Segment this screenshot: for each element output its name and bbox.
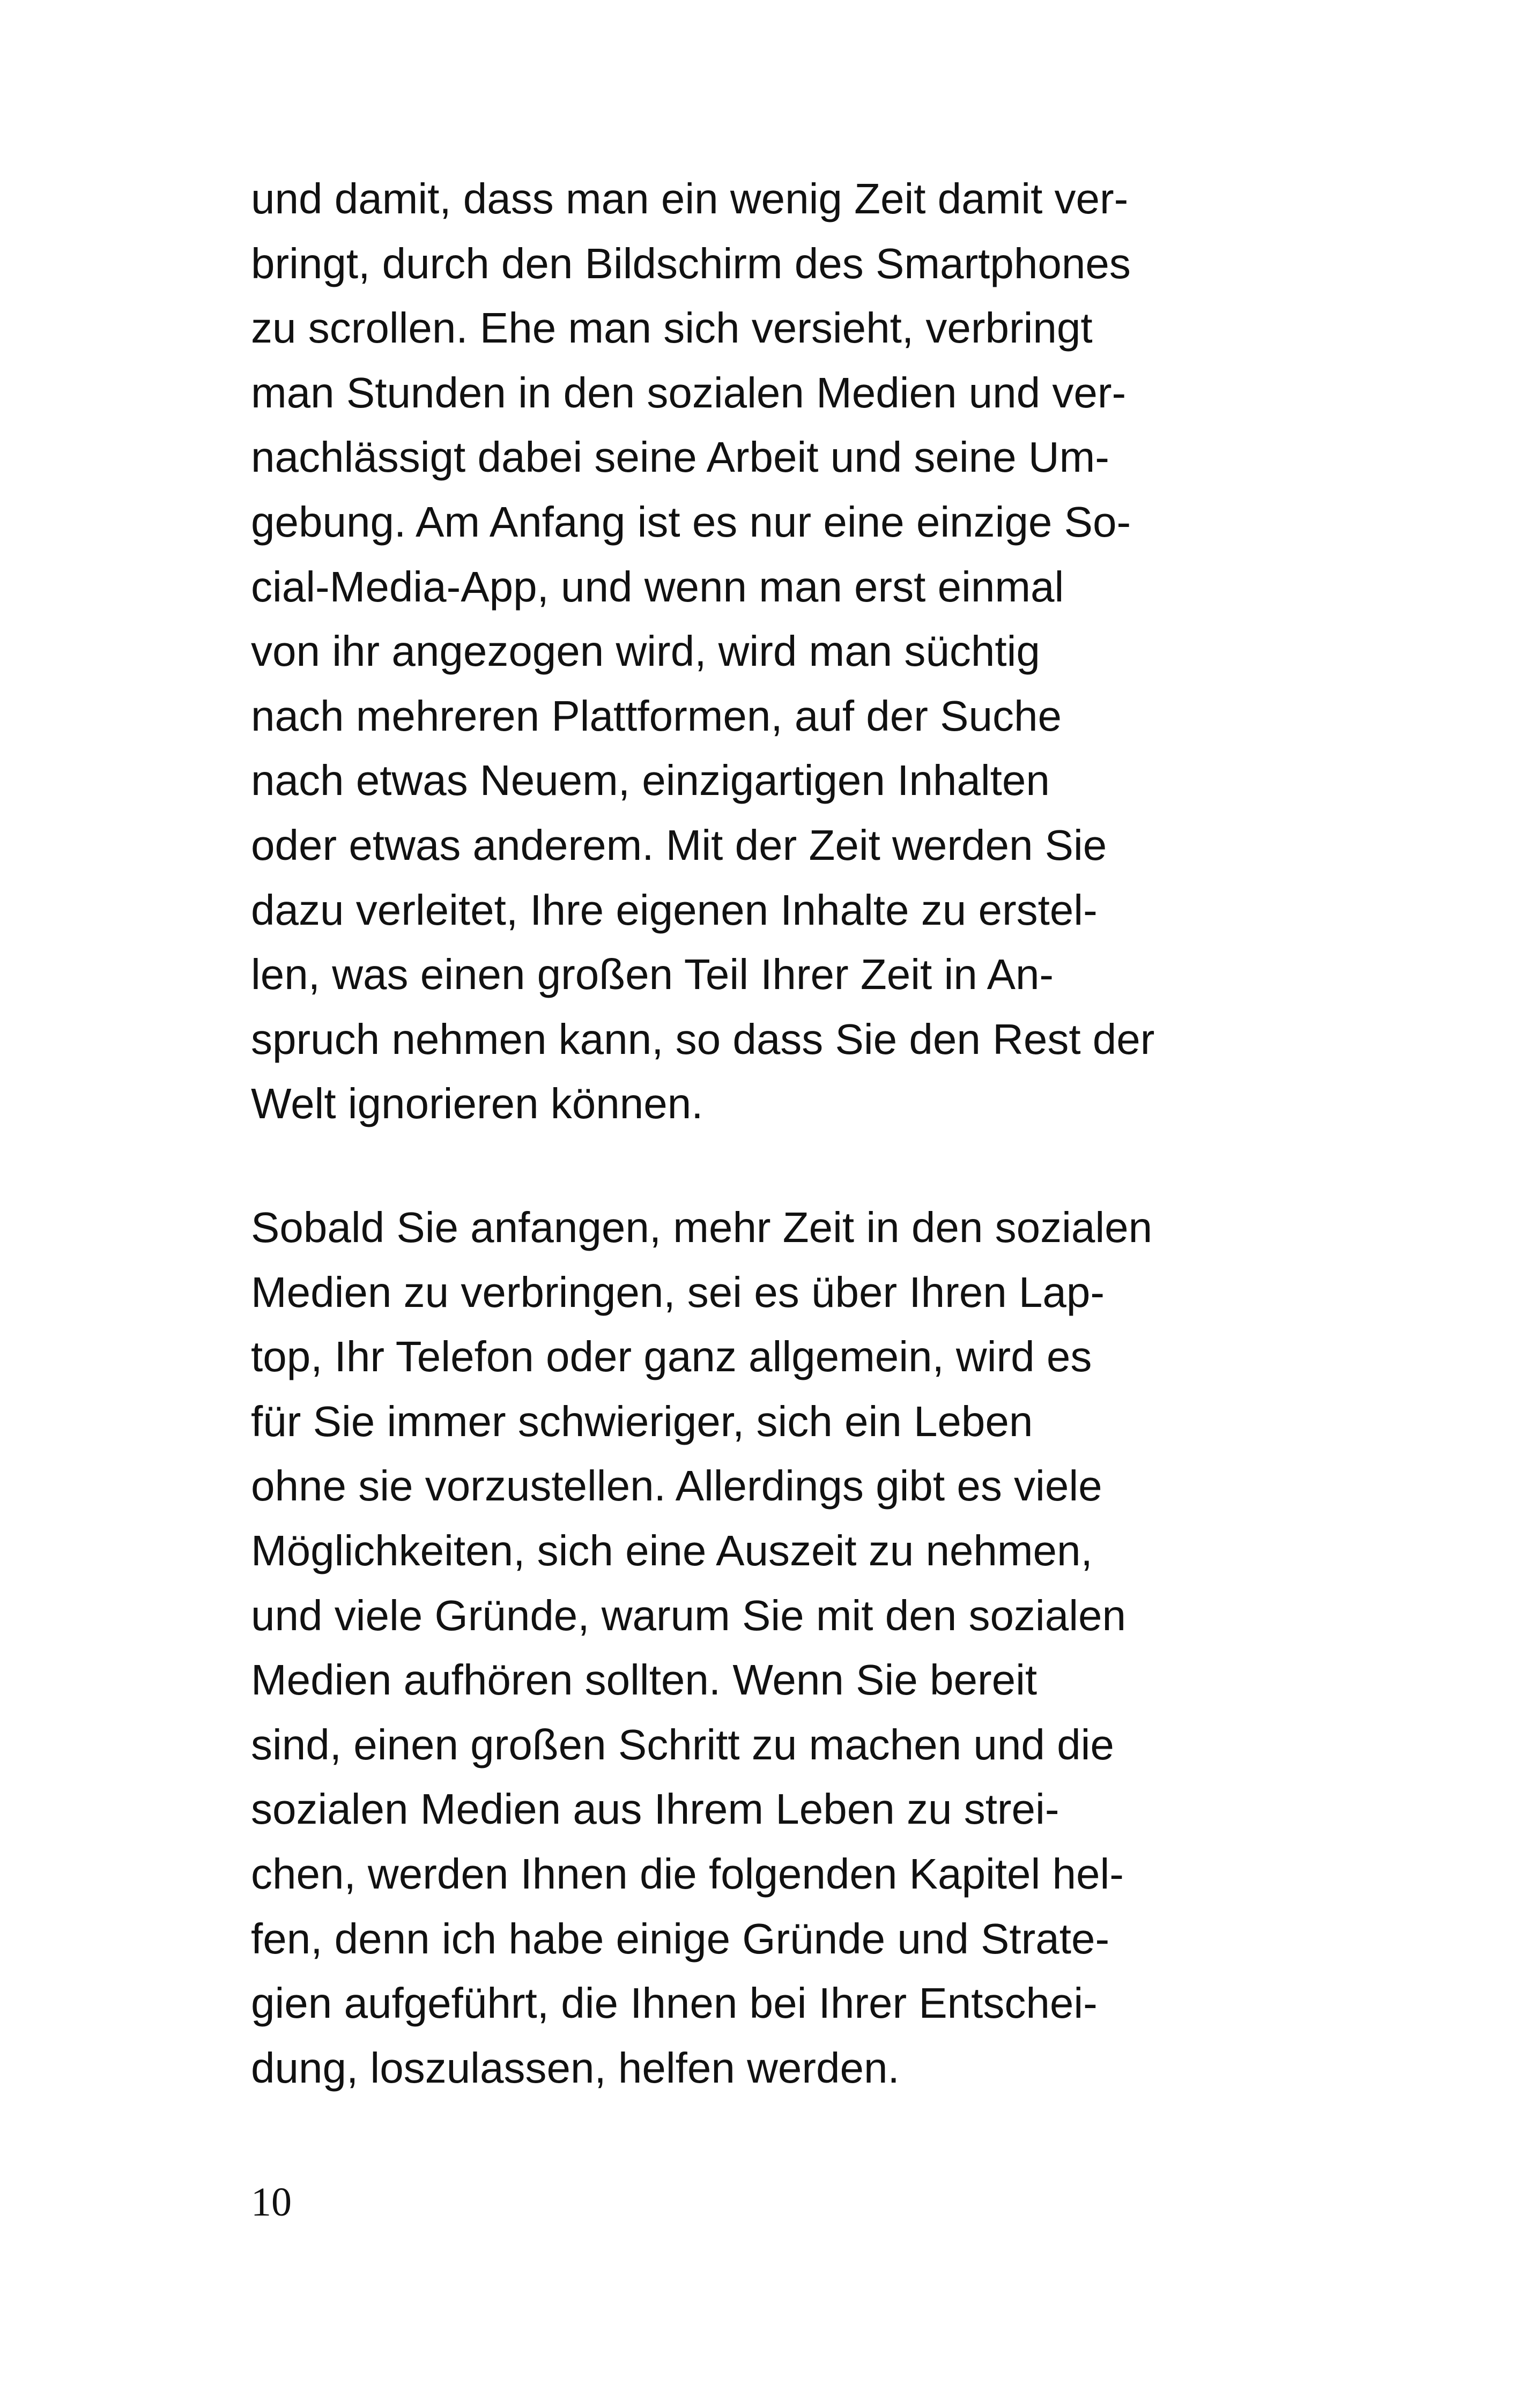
- text-line: man Stunden in den sozialen Medien und ver-: [251, 368, 1127, 417]
- text-line: Möglichkeiten, sich eine Auszeit zu nehmen,: [251, 1526, 1093, 1574]
- text-line: Medien zu verbringen, sei es über Ihren Lap-: [251, 1268, 1105, 1316]
- text-line: ohne sie vorzustellen. Allerdings gibt es viele: [251, 1462, 1102, 1510]
- paragraph-2: [251, 1195, 1302, 2100]
- text-line: spruch nehmen kann, so dass Sie den Rest der: [251, 1015, 1155, 1063]
- text-line: Welt ignorieren können.: [251, 1080, 703, 1128]
- text-line: bringt, durch den Bildschirm des Smartphones: [251, 239, 1131, 287]
- text-line: cial-Media-App, und wenn man erst einmal: [251, 562, 1064, 611]
- text-line: dazu verleitet, Ihre eigenen Inhalte zu erstel-: [251, 886, 1098, 934]
- text-line: fen, denn ich habe einige Gründe und Strate-: [251, 1914, 1110, 1963]
- text-line: sind, einen großen Schritt zu machen und die: [251, 1720, 1114, 1768]
- text-line: Medien aufhören sollten. Wenn Sie bereit: [251, 1656, 1038, 1704]
- text-line: Sobald Sie anfangen, mehr Zeit in den sozialen: [251, 1203, 1153, 1251]
- text-line: zu scrollen. Ehe man sich versieht, verbringt: [251, 304, 1093, 352]
- text-line: nachlässigt dabei seine Arbeit und seine Um-: [251, 433, 1109, 481]
- text-line: gebung. Am Anfang ist es nur eine einzige So-: [251, 497, 1131, 546]
- text-line: für Sie immer schwieriger, sich ein Leben: [251, 1397, 1033, 1445]
- text-line: und viele Gründe, warum Sie mit den sozialen: [251, 1591, 1126, 1639]
- page-number: 10: [251, 2180, 292, 2225]
- text-line: len, was einen großen Teil Ihrer Zeit in An-: [251, 950, 1054, 999]
- text-line: sozialen Medien aus Ihrem Leben zu strei-: [251, 1785, 1059, 1833]
- text-line: gien aufgeführt, die Ihnen bei Ihrer Entschei-: [251, 1979, 1098, 2027]
- text-line: dung, loszulassen, helfen werden.: [251, 2043, 900, 2092]
- paragraph-1: [251, 167, 1302, 1136]
- text-line: nach mehreren Plattformen, auf der Suche: [251, 692, 1062, 740]
- text-line: und damit, dass man ein wenig Zeit damit ver-: [251, 175, 1129, 222]
- text-line: nach etwas Neuem, einzigartigen Inhalten: [251, 756, 1050, 805]
- text-line: oder etwas anderem. Mit der Zeit werden Sie: [251, 821, 1107, 869]
- text-line: chen, werden Ihnen die folgenden Kapitel hel-: [251, 1849, 1124, 1898]
- text-line: top, Ihr Telefon oder ganz allgemein, wird es: [251, 1333, 1092, 1381]
- text-line: von ihr angezogen wird, wird man süchtig: [251, 627, 1040, 675]
